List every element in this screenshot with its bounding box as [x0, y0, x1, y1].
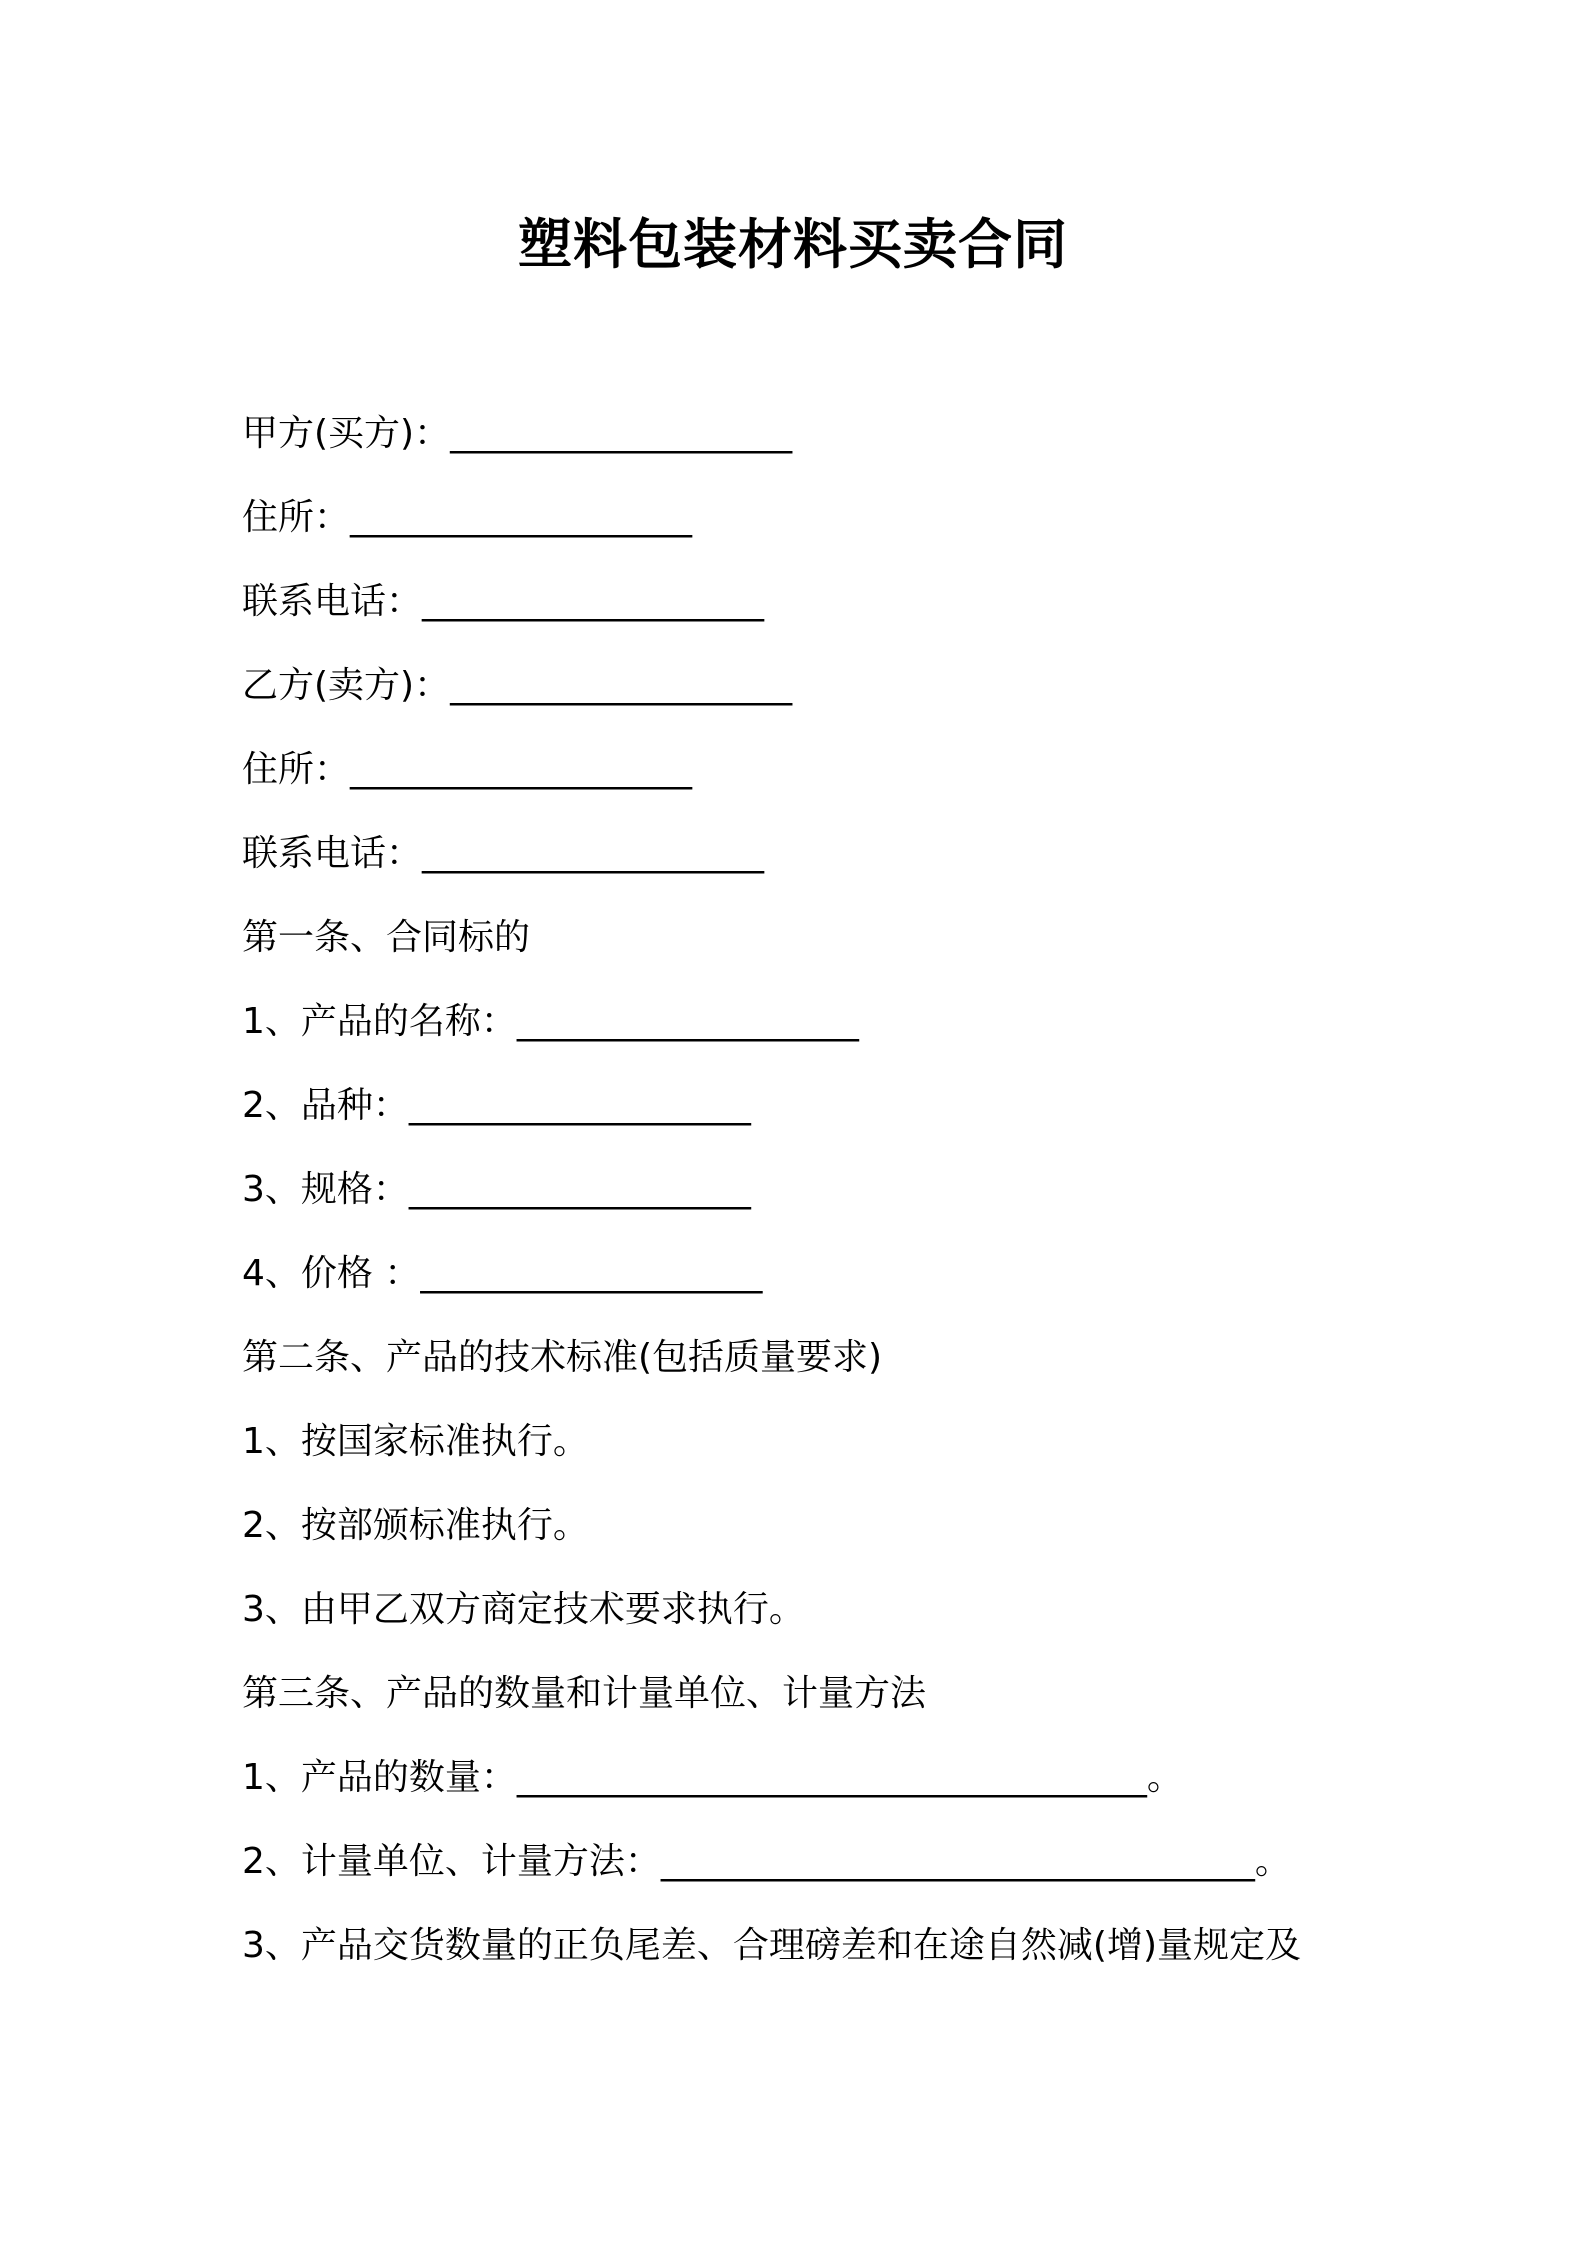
product-quantity-line: 1、产品的数量：___________________________________。	[242, 1757, 1183, 1798]
standard-negotiated-line: 3、由甲乙双方商定技术要求执行。	[242, 1589, 805, 1630]
standard-ministry-line: 2、按部颁标准执行。	[242, 1505, 589, 1546]
buyer-address-line: 住所：___________________	[242, 497, 693, 538]
seller-address-line: 住所：___________________	[242, 749, 693, 790]
product-price-line: 4、价格 ：___________________	[242, 1253, 763, 1294]
product-name-line: 1、产品的名称：___________________	[242, 1001, 859, 1042]
measurement-method-line: 2、计量单位、计量方法：_________________________________。	[242, 1841, 1291, 1882]
product-spec-line: 3、规格：___________________	[242, 1169, 751, 1210]
seller-name-line: 乙方(卖方)：___________________	[242, 665, 793, 706]
product-variety-line: 2、品种：___________________	[242, 1085, 751, 1126]
delivery-tolerance-line: 3、产品交货数量的正负尾差、合理磅差和在途自然减(增)量规定及	[242, 1925, 1301, 1966]
buyer-name-line: 甲方(买方)：___________________	[242, 413, 793, 454]
article-3-heading: 第三条、产品的数量和计量单位、计量方法	[242, 1673, 927, 1714]
document-title: 塑料包装材料买卖合同	[518, 213, 1068, 276]
standard-national-line: 1、按国家标准执行。	[242, 1421, 589, 1462]
document-body	[242, 404, 1392, 2000]
article-1-heading: 第一条、合同标的	[242, 917, 531, 958]
article-2-heading: 第二条、产品的技术标准(包括质量要求)	[242, 1337, 883, 1378]
buyer-phone-line: 联系电话：___________________	[242, 581, 765, 622]
seller-phone-line: 联系电话：___________________	[242, 833, 765, 874]
